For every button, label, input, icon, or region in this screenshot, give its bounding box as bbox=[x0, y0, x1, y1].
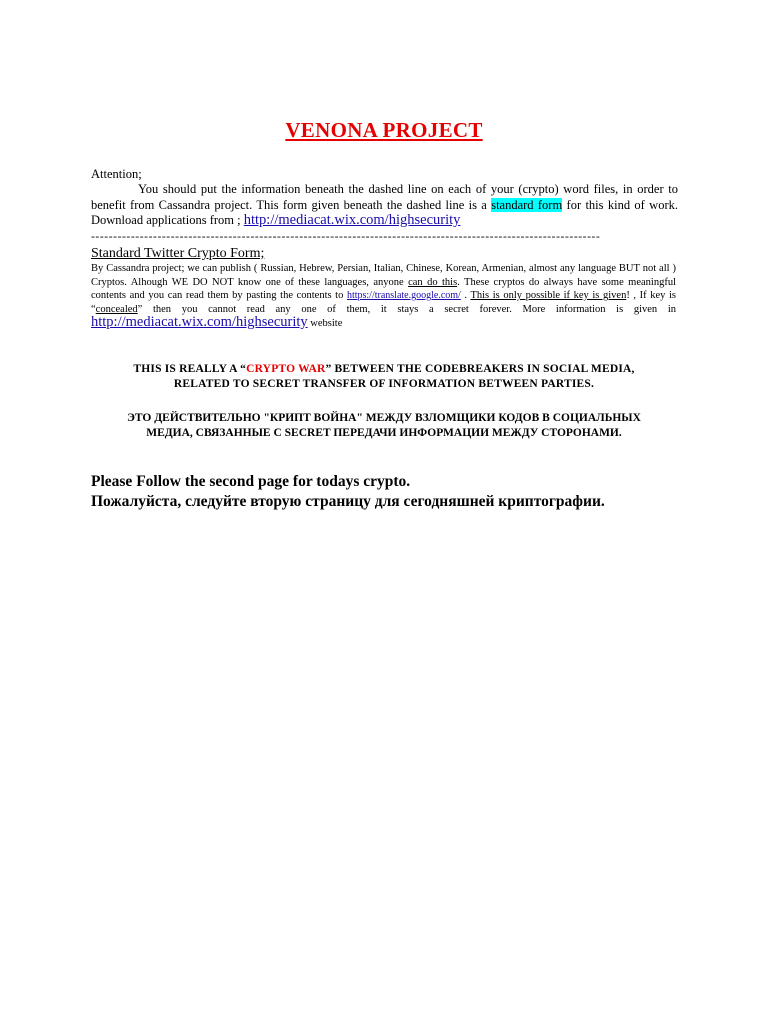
highlighted-standard-form: standard form bbox=[491, 197, 563, 212]
crypto-war-text: CRYPTO WAR bbox=[246, 363, 326, 375]
attention-text-2: for this kind of work. Download applications from ; bbox=[91, 197, 678, 227]
attention-paragraph bbox=[91, 182, 678, 229]
standard-text-4: ! , If key is “ bbox=[91, 290, 677, 315]
standard-text-2: . These cryptos do always have some meaningful contents and you can read them by pasting the contents to bbox=[91, 276, 676, 301]
standard-form-title: Standard Twitter Crypto Form; bbox=[91, 246, 265, 261]
attention-text-1: You should put the information beneath the dashed line on each of your (crypto) word files, in order to benefit from Cassandra project. This form given beneath the dashed line is a bbox=[91, 182, 678, 212]
concealed-text: concealed bbox=[95, 303, 138, 315]
warning-post: ” BETWEEN THE CODEBREAKERS IN SOCIAL MEDIA, RELATED TO SECRET TRANSFER OF INFORMATION BETWEEN PARTIES. bbox=[173, 363, 635, 390]
standard-text-3: . bbox=[460, 290, 471, 301]
standard-text-1: By Cassandra project; we can publish ( Russian, Hebrew, Persian, Italian, Chinese, Korean, Armenian, almost any language BUT not all ) Cryptos. Alhough WE DO NOT know one of these languages, anyone bbox=[91, 263, 676, 288]
follow-text-ru: Пожалуйста, следуйте вторую страницу для сегодняшней криптографии. bbox=[91, 493, 605, 510]
dashed-line: ------------------------------------------------------------------------------------------------------------------- bbox=[91, 231, 601, 243]
crypto-war-warning-en bbox=[120, 362, 648, 391]
standard-form-body bbox=[91, 262, 676, 331]
website-link[interactable]: http://mediacat.wix.com/highsecurity bbox=[91, 314, 308, 330]
standard-text-5: ” then you cannot read any one of them, it stays a secret forever. More information is given in bbox=[137, 303, 676, 315]
can-do-this-text: can do this bbox=[408, 276, 458, 288]
crypto-war-warning-ru: ЭТО ДЕЙСТВИТЕЛЬНО "КРИПТ ВОЙНА" МЕЖДУ ВЗЛОМЩИКИ КОДОВ В СОЦИАЛЬНЫХ МЕДИА, СВЯЗАННЫЕ С SECRET ПЕРЕДАЧИ ИНФОРМАЦИИ МЕЖДУ СТОРОНАМИ. bbox=[127, 412, 641, 439]
attention-label: Attention; bbox=[91, 167, 142, 181]
standard-text-6: website bbox=[307, 318, 343, 329]
download-link[interactable]: http://mediacat.wix.com/highsecurity bbox=[243, 212, 461, 228]
translate-link[interactable]: https://translate.google.com/ bbox=[346, 290, 461, 301]
follow-instructions bbox=[91, 472, 605, 512]
follow-text-en: Please Follow the second page for todays crypto. bbox=[91, 473, 411, 490]
key-given-text: This is only possible if key is given bbox=[470, 290, 627, 301]
page-title: VENONA PROJECT bbox=[285, 118, 483, 142]
warning-pre: THIS IS REALLY A “ bbox=[133, 363, 247, 375]
